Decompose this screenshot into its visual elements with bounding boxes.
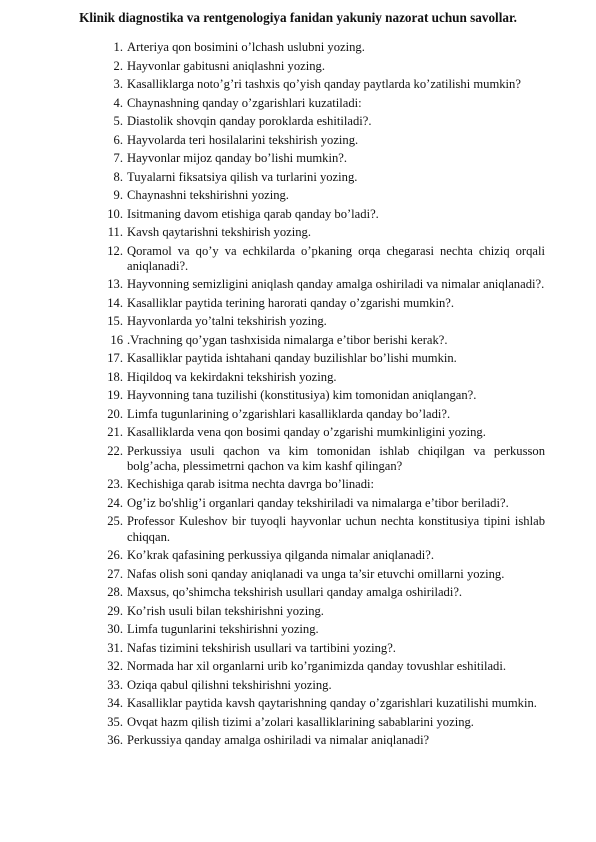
- question-text: Ko’rish usuli bilan tekshirishni yozing.: [127, 603, 324, 618]
- question-item: [95, 407, 545, 422]
- question-item: [95, 244, 545, 274]
- question-text: Chaynashni tekshirishni yozing.: [127, 188, 289, 202]
- question-number: 23.: [107, 477, 123, 492]
- question-item: [95, 333, 545, 348]
- question-item: [95, 114, 545, 129]
- question-number: 18.: [107, 369, 123, 384]
- question-list: [95, 40, 545, 752]
- question-text: Ko’krak qafasining perkussiya qilganda nimalar aniqlanadi?.: [127, 548, 435, 563]
- question-item: [95, 170, 545, 185]
- question-text: Perkussiya qanday amalga oshiriladi va nimalar aniqlanadi?: [127, 733, 430, 748]
- question-text: Hayvonlar mijoz qanday bo’lishi mumkin?.: [127, 151, 347, 165]
- question-item: [95, 444, 545, 474]
- question-number: 34.: [107, 696, 123, 711]
- question-item: [95, 604, 545, 619]
- question-item: [95, 277, 545, 292]
- question-item: [95, 659, 545, 674]
- question-item: [95, 622, 545, 637]
- question-item: [95, 351, 545, 366]
- question-text: Qoramol va qo’y va echkilarda o’pkaning orqa chegarasi nechta chiziq orqali aniqlanadi?.: [127, 243, 545, 273]
- question-text: Hayvonning tana tuzilishi (konstitusiya) kim tomonidan aniqlangan?.: [127, 388, 477, 403]
- question-text: Og’iz bo'shlig’i organlari qanday tekshiriladi va nimalarga e’tibor beriladi?.: [127, 495, 509, 510]
- question-number: 15.: [107, 314, 123, 329]
- question-number: 4.: [113, 95, 123, 110]
- question-number: 24.: [107, 495, 123, 510]
- question-text: Kasalliklar paytida terining harorati qanday o’zgarishi mumkin?.: [127, 295, 454, 310]
- question-text: Hayvonlarda yo’talni tekshirish yozing.: [127, 314, 327, 329]
- question-text: Oziqa qabul qilishni tekshirishni yozing.: [127, 677, 332, 692]
- question-text: .Vrachning qo’ygan tashxisida nimalarga e’tibor berishi kerak?.: [127, 332, 448, 347]
- question-number: 11.: [107, 225, 123, 239]
- question-number: 2.: [113, 58, 123, 73]
- question-item: [95, 388, 545, 403]
- question-text: Kechishiga qarab isitma nechta davrga bo’linadi:: [127, 477, 375, 492]
- question-item: [95, 314, 545, 329]
- question-text: Kasalliklar paytida kavsh qaytarishning qanday o’zgarishlari kuzatilishi mumkin.: [127, 696, 537, 711]
- question-item: [95, 477, 545, 492]
- question-text: Tuyalarni fiksatsiya qilish va turlarini yozing.: [127, 169, 358, 184]
- question-item: [95, 585, 545, 600]
- question-item: [95, 40, 545, 55]
- question-item: [95, 641, 545, 656]
- question-item: [95, 370, 545, 385]
- question-item: [95, 496, 545, 511]
- question-number: 26.: [107, 548, 123, 563]
- document-title: Klinik diagnostika va rentgenologiya fanidan yakuniy nazorat uchun savollar.: [79, 10, 517, 25]
- question-text: Chaynashning qanday o’zgarishlari kuzatiladi:: [127, 95, 362, 110]
- question-number: 12.: [107, 243, 123, 258]
- question-text: Kasalliklar paytida ishtahani qanday buzilishlar bo’lishi mumkin.: [127, 351, 457, 366]
- question-item: [95, 77, 545, 92]
- question-number: 16: [110, 332, 123, 347]
- question-number: 7.: [113, 151, 123, 165]
- question-text: Ovqat hazm qilish tizimi a’zolari kasalliklarining sabablarini yozing.: [127, 714, 474, 729]
- question-item: [95, 696, 545, 711]
- question-text: Hiqildoq va kekirdakni tekshirish yozing.: [127, 369, 337, 384]
- question-text: Hayvolarda teri hosilalarini tekshirish yozing.: [127, 132, 359, 147]
- question-item: [95, 225, 545, 240]
- question-number: 17.: [107, 351, 123, 366]
- question-text: Arteriya qon bosimini o’lchash uslubni yozing.: [127, 40, 365, 54]
- question-item: [95, 733, 545, 748]
- question-item: [95, 96, 545, 111]
- question-number: 33.: [107, 677, 123, 692]
- question-item: [95, 151, 545, 166]
- question-number: 10.: [107, 206, 123, 221]
- question-number: 21.: [107, 425, 123, 440]
- question-text: Professor Kuleshov bir tuyoqli hayvonlar uchun nechta konstitusiya tipini ishlab chiqqan.: [127, 514, 545, 544]
- question-text: Normada har xil organlarni urib ko’rganimizda qanday tovushlar eshitiladi.: [127, 659, 506, 674]
- question-number: 8.: [113, 169, 123, 184]
- question-text: Maxsus, qo’shimcha tekshirish usullari qanday amalga oshiriladi?.: [127, 585, 463, 600]
- question-number: 36.: [107, 733, 123, 748]
- question-item: [95, 514, 545, 544]
- question-item: [95, 715, 545, 730]
- question-number: 29.: [107, 603, 123, 618]
- question-item: [95, 188, 545, 203]
- question-text: Kavsh qaytarishni tekshirish yozing.: [127, 225, 311, 239]
- question-item: [95, 59, 545, 74]
- question-number: 30.: [107, 622, 123, 637]
- question-text: Limfa tugunlarini tekshirishni yozing.: [127, 622, 319, 637]
- question-number: 25.: [107, 514, 123, 529]
- question-number: 31.: [107, 640, 123, 655]
- question-number: 5.: [113, 114, 123, 128]
- question-number: 19.: [107, 388, 123, 403]
- question-number: 35.: [107, 714, 123, 729]
- question-item: [95, 133, 545, 148]
- question-text: Hayvonlar gabitusni aniqlashni yozing.: [127, 58, 325, 73]
- question-text: Hayvonning semizligini aniqlash qanday amalga oshiriladi va nimalar aniqlanadi?.: [127, 277, 545, 292]
- question-text: Kasalliklarda vena qon bosimi qanday o’zgarishi mumkinligini yozing.: [127, 425, 486, 440]
- question-item: [95, 548, 545, 563]
- question-number: 27.: [107, 566, 123, 581]
- question-number: 14.: [107, 295, 123, 310]
- question-number: 32.: [107, 659, 123, 674]
- question-text: Limfa tugunlarining o’zgarishlari kasalliklarda qanday bo’ladi?.: [127, 406, 451, 421]
- question-number: 28.: [107, 585, 123, 600]
- question-item: [95, 207, 545, 222]
- question-text: Diastolik shovqin qanday poroklarda eshitiladi?.: [127, 114, 372, 128]
- question-number: 6.: [113, 132, 123, 147]
- question-number: 9.: [113, 188, 123, 202]
- question-item: [95, 678, 545, 693]
- question-number: 3.: [113, 77, 123, 91]
- question-text: Nafas olish soni qanday aniqlanadi va unga ta’sir etuvchi omillarni yozing.: [127, 566, 505, 581]
- question-text: Nafas tizimini tekshirish usullari va tartibini yozing?.: [127, 640, 396, 655]
- question-text: Kasalliklarga noto’g’ri tashxis qo’yish qanday paytlarda ko’zatilishi mumkin?: [127, 77, 521, 91]
- question-item: [95, 296, 545, 311]
- question-text: Perkussiya usuli qachon va kim tomonidan ishlab chiqilgan va perkusson bolg’acha, plessimetrni qachon va kim kashf qilingan?: [127, 443, 545, 473]
- question-number: 22.: [107, 443, 123, 458]
- question-number: 13.: [107, 277, 123, 292]
- question-item: [95, 567, 545, 582]
- question-item: [95, 425, 545, 440]
- question-text: Isitmaning davom etishiga qarab qanday bo’ladi?.: [127, 206, 379, 221]
- question-number: 1.: [113, 40, 123, 54]
- question-number: 20.: [107, 406, 123, 421]
